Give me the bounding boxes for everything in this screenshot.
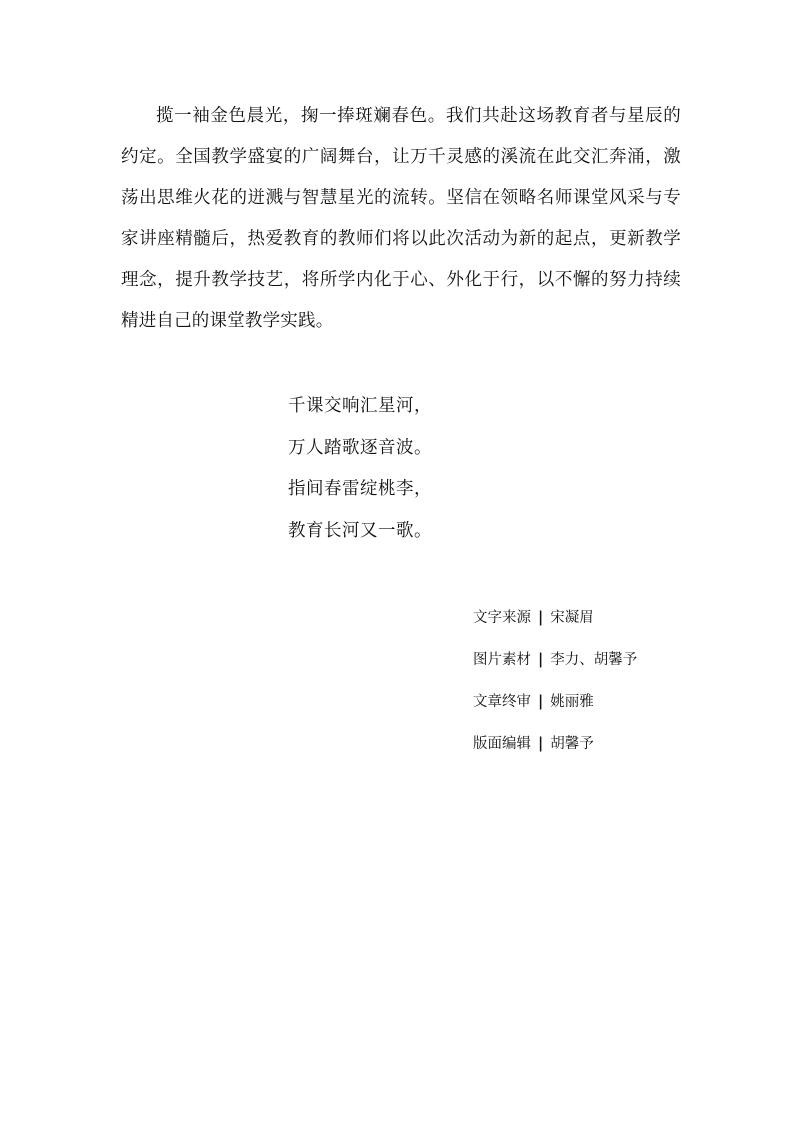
credit-separator: |	[538, 651, 544, 668]
credit-layout-editor	[473, 723, 713, 765]
credit-image-source	[473, 639, 713, 681]
credit-text-source	[473, 597, 713, 639]
poem-line: 指间春雷绽桃李，	[288, 479, 432, 499]
credit-final-review	[473, 681, 713, 723]
credit-value: 胡馨予	[550, 736, 594, 752]
credit-label: 图片素材	[473, 652, 531, 668]
body-paragraph: 揽一袖金色晨光，掬一捧斑斓春色。我们共赴这场教育者与星辰的约定。全国教学盛宴的广阔舞台，让万千灵感的溪流在此交汇奔涌，激荡出思维火花的迸溅与智慧星光的流转。坚信在领略名师课堂风采与专家讲座精髓后，热爱教育的教师们将以此次活动为新的起点，更新教学理念，提升教学技艺，将所学内化于心、外化于行，以不懈的努力持续精进自己的课堂教学实践。	[121, 106, 681, 331]
credits-list	[473, 597, 713, 765]
credit-value: 姚丽雅	[550, 694, 594, 710]
credit-value: 李力、胡馨予	[550, 652, 638, 668]
poem	[288, 386, 548, 552]
credit-label: 文章终审	[473, 694, 531, 710]
poem-line: 千课交响汇星河，	[288, 396, 432, 416]
credit-separator: |	[538, 735, 544, 752]
poem-line: 教育长河又一歌。	[288, 520, 432, 541]
poem-line: 万人踏歌逐音波。	[288, 437, 432, 458]
credit-separator: |	[538, 693, 544, 710]
credit-value: 宋凝眉	[550, 610, 594, 626]
credit-label: 版面编辑	[473, 736, 531, 752]
credit-label: 文字来源	[473, 610, 531, 626]
credit-separator: |	[538, 609, 544, 626]
